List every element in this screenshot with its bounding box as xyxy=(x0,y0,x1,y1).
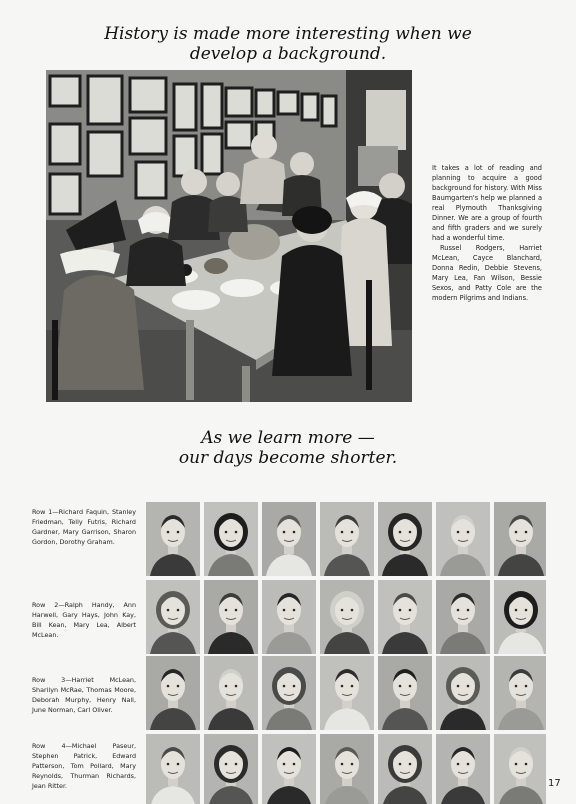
student-portrait xyxy=(146,734,200,804)
row-4-caption: Row 4—Michael Paseur, Stephen Patrick, Edward Patterson, Tom Pollard, Mary Reynolds, Thurman Richards, Jean Ritter. xyxy=(32,742,136,790)
student-portrait xyxy=(262,656,316,730)
student-portrait-grid xyxy=(146,502,546,804)
student-portrait xyxy=(204,580,258,654)
student-portrait xyxy=(320,580,374,654)
student-portrait xyxy=(262,734,316,804)
student-portrait xyxy=(436,734,490,804)
student-portrait xyxy=(494,656,546,730)
student-portrait xyxy=(378,734,432,804)
page-number: 17 xyxy=(548,778,561,789)
top-heading-line1: History is made more interesting when we xyxy=(104,24,472,44)
student-portrait xyxy=(320,502,374,576)
student-portrait xyxy=(436,656,490,730)
student-portrait xyxy=(262,580,316,654)
student-portrait xyxy=(378,656,432,730)
student-portrait xyxy=(494,580,546,654)
student-portrait xyxy=(204,502,258,576)
photo-caption-paragraph-2: Russel Rodgers, Harriet McLean, Cayce Blanchard, Donna Redin, Debbie Stevens, Mary Lea, Fan Wilson, Bessie Sexos, and Patty Cole are the modern Pilgrims and Indians. xyxy=(432,244,542,302)
row-3-caption: Row 3—Harriet McLean, Sharilyn McRae, Thomas Moore, Deborah Murphy, Henry Nall, June Norman, Carl Oliver. xyxy=(32,676,136,714)
photo-caption-paragraph-1: It takes a lot of reading and planning to acquire a good background for history. With Miss Baumgarten's help we planned a real Plymouth Thanksgiving Dinner. We are a group of fourth and fifth graders and we surely had a wonderful time. xyxy=(432,164,542,242)
top-heading xyxy=(0,24,576,64)
student-portrait xyxy=(146,502,200,576)
row-1-caption: Row 1—Richard Faquin, Stanley Friedman, Telly Futris, Richard Gardner, Mary Garrison, Sharon Gordon, Dorothy Graham. xyxy=(32,508,136,546)
mid-heading-line1: As we learn more — xyxy=(201,428,375,448)
student-portrait xyxy=(378,502,432,576)
student-portrait xyxy=(436,502,490,576)
student-portrait xyxy=(436,580,490,654)
mid-heading xyxy=(0,428,576,468)
photo-caption xyxy=(432,163,542,303)
student-portrait xyxy=(320,734,374,804)
mid-heading-line2: our days become shorter. xyxy=(178,448,398,468)
student-portrait xyxy=(378,580,432,654)
student-portrait xyxy=(494,734,546,804)
student-portrait xyxy=(204,656,258,730)
thanksgiving-classroom-photo xyxy=(46,70,412,402)
student-portrait xyxy=(204,734,258,804)
student-portrait xyxy=(320,656,374,730)
row-2-caption: Row 2—Ralph Handy, Ann Harwell, Gary Hays, John Kay, Bill Kean, Mary Lea, Albert McLean. xyxy=(32,601,136,639)
student-portrait xyxy=(146,580,200,654)
top-heading-line2: develop a background. xyxy=(189,44,387,64)
student-portrait xyxy=(494,502,546,576)
student-portrait xyxy=(262,502,316,576)
student-portrait xyxy=(146,656,200,730)
